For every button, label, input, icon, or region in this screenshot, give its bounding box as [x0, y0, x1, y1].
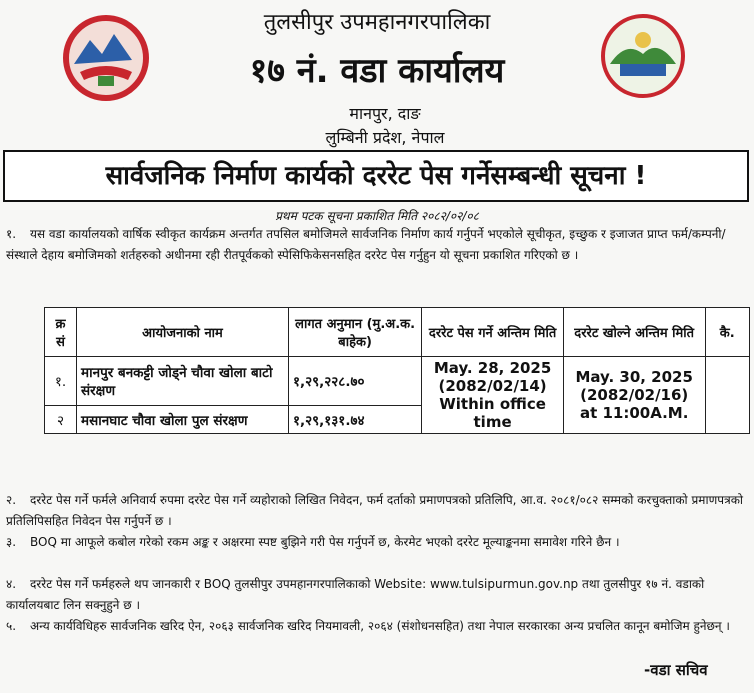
remarks-cell: [705, 357, 750, 434]
paragraph-number: ३.: [6, 535, 17, 549]
paragraph-2: [6, 490, 746, 532]
projects-table: [44, 307, 750, 434]
paragraph-number: ४.: [6, 577, 17, 591]
header-opening-date: दररेट खोल्ने अन्तिम मिति: [563, 308, 705, 357]
submit-date-bs: (2082/02/14): [438, 377, 547, 395]
paragraph-text: अन्य कार्यविधिहरु सार्वजनिक खरिद ऐन, २०६३ सार्वजनिक खरिद नियमावली, २०६४ (संशोधनसहित) तथा नेपाल सरकारका अन्य प्रचलित कानून बमोजिम हुनेछन् ।: [30, 619, 730, 633]
submit-deadline-cell: [422, 357, 564, 434]
row-cost: १,२९,१३१.७४: [288, 406, 421, 434]
paragraph-number: २.: [6, 493, 17, 507]
paragraph-text: दररेट पेस गर्ने फर्मले अनिवार्य रुपमा दररेट पेस गर्ने व्यहोराको लिखित निवेदन, फर्म दर्ताको प्रमाणपत्रको प्रतिलिपि, आ.व. २०८१/०८२ सम्मको करचुक्ताको प्रमाणपत्रको प्रतिलिपिसहित निवेदन पेस गर्नुपर्ने छ ।: [6, 493, 744, 528]
paragraph-number: ५.: [6, 619, 17, 633]
paragraph-5: [6, 616, 746, 637]
opening-date: May. 30, 2025: [575, 368, 693, 386]
header-remarks: कै.: [705, 308, 750, 357]
submit-time-note-2: time: [473, 413, 512, 431]
table-row: [45, 357, 750, 406]
paragraph-4: [6, 574, 746, 616]
header-serial: क्र सं: [45, 308, 77, 357]
opening-date-cell: [563, 357, 705, 434]
submit-time-note: Within office: [439, 395, 546, 413]
office-name: १७ नं. वडा कार्यालय: [249, 51, 505, 91]
paragraph-text: यस वडा कार्यालयको वार्षिक स्वीकृत कार्यक्रम अन्तर्गत तपसिल बमोजिमले सार्वजनिक निर्माण कार्य गर्नुपर्ने भएकोले सूचीकृत, इच्छुक र इजाजत प्राप्त फर्म/कम्पनी/संस्थाले देहाय बमोजिमको शर्तहरुको अधीनमा रही रीतपूर्वकको स्पेसिफिकेसनसहित दररेट पेस गर्नुहुन यो सूचना प्रकाशित गरिएको छ ।: [6, 227, 726, 262]
header-submit-deadline: दररेट पेस गर्ने अन्तिम मिति: [422, 308, 564, 357]
notice-title: सार्वजनिक निर्माण कार्यको दररेट पेस गर्नेसम्बन्धी सूचना !: [3, 150, 749, 202]
address-line-2: लुम्बिनी प्रदेश, नेपाल: [325, 128, 445, 147]
paragraph-1: [6, 224, 746, 266]
paragraph-number: १.: [6, 227, 17, 241]
paragraph-text: BOQ मा आफूले कबोल गरेको रकम अङ्क र अक्षरमा स्पष्ट बुझिने गरी पेस गर्नुपर्ने छ, केरमेट भएको दररेट मूल्याङ्कनमा समावेश गरिने छैन ।: [30, 535, 620, 549]
letterhead: [0, 0, 754, 150]
header-cost-estimate: लागत अनुमान (मु.अ.क. बाहेक): [288, 308, 421, 357]
row-project-name: मसानघाट चौवा खोला पुल संरक्षण: [77, 406, 289, 434]
row-project-name: मानपुर बनकट्टी जोड्ने चौवा खोला बाटो संरक्षण: [77, 357, 289, 406]
address-line-1: मानपुर, दाङ: [349, 104, 421, 123]
municipality-name: तुलसीपुर उपमहानगरपालिका: [263, 10, 491, 35]
row-serial: २: [45, 406, 77, 434]
row-cost: १,२९,२२८.७०: [288, 357, 421, 406]
submit-date: May. 28, 2025: [433, 359, 552, 377]
table-header-row: [45, 308, 750, 357]
opening-date-bs: (2082/02/16): [580, 386, 689, 404]
header-project-name: आयोजनाको नाम: [77, 308, 289, 357]
row-serial: १.: [45, 357, 77, 406]
opening-time: at 11:00A.M.: [579, 404, 689, 422]
paragraph-text: दररेट पेस गर्ने फर्महरुले थप जानकारी र BOQ तुलसीपुर उपमहानगरपालिकाको Website: www.tulsipurmun.gov.np तथा तुलसीपुर १७ नं. वडाको कार्यालयबाट लिन सक्नुहुने छ ।: [6, 577, 705, 612]
municipality-seal-logo: [598, 10, 688, 102]
published-date: प्रथम पटक सूचना प्रकाशित मिति २०८२/०२/०८: [275, 209, 479, 223]
signature-ward-secretary: -वडा सचिव: [644, 661, 708, 679]
paragraph-3: [6, 532, 746, 553]
